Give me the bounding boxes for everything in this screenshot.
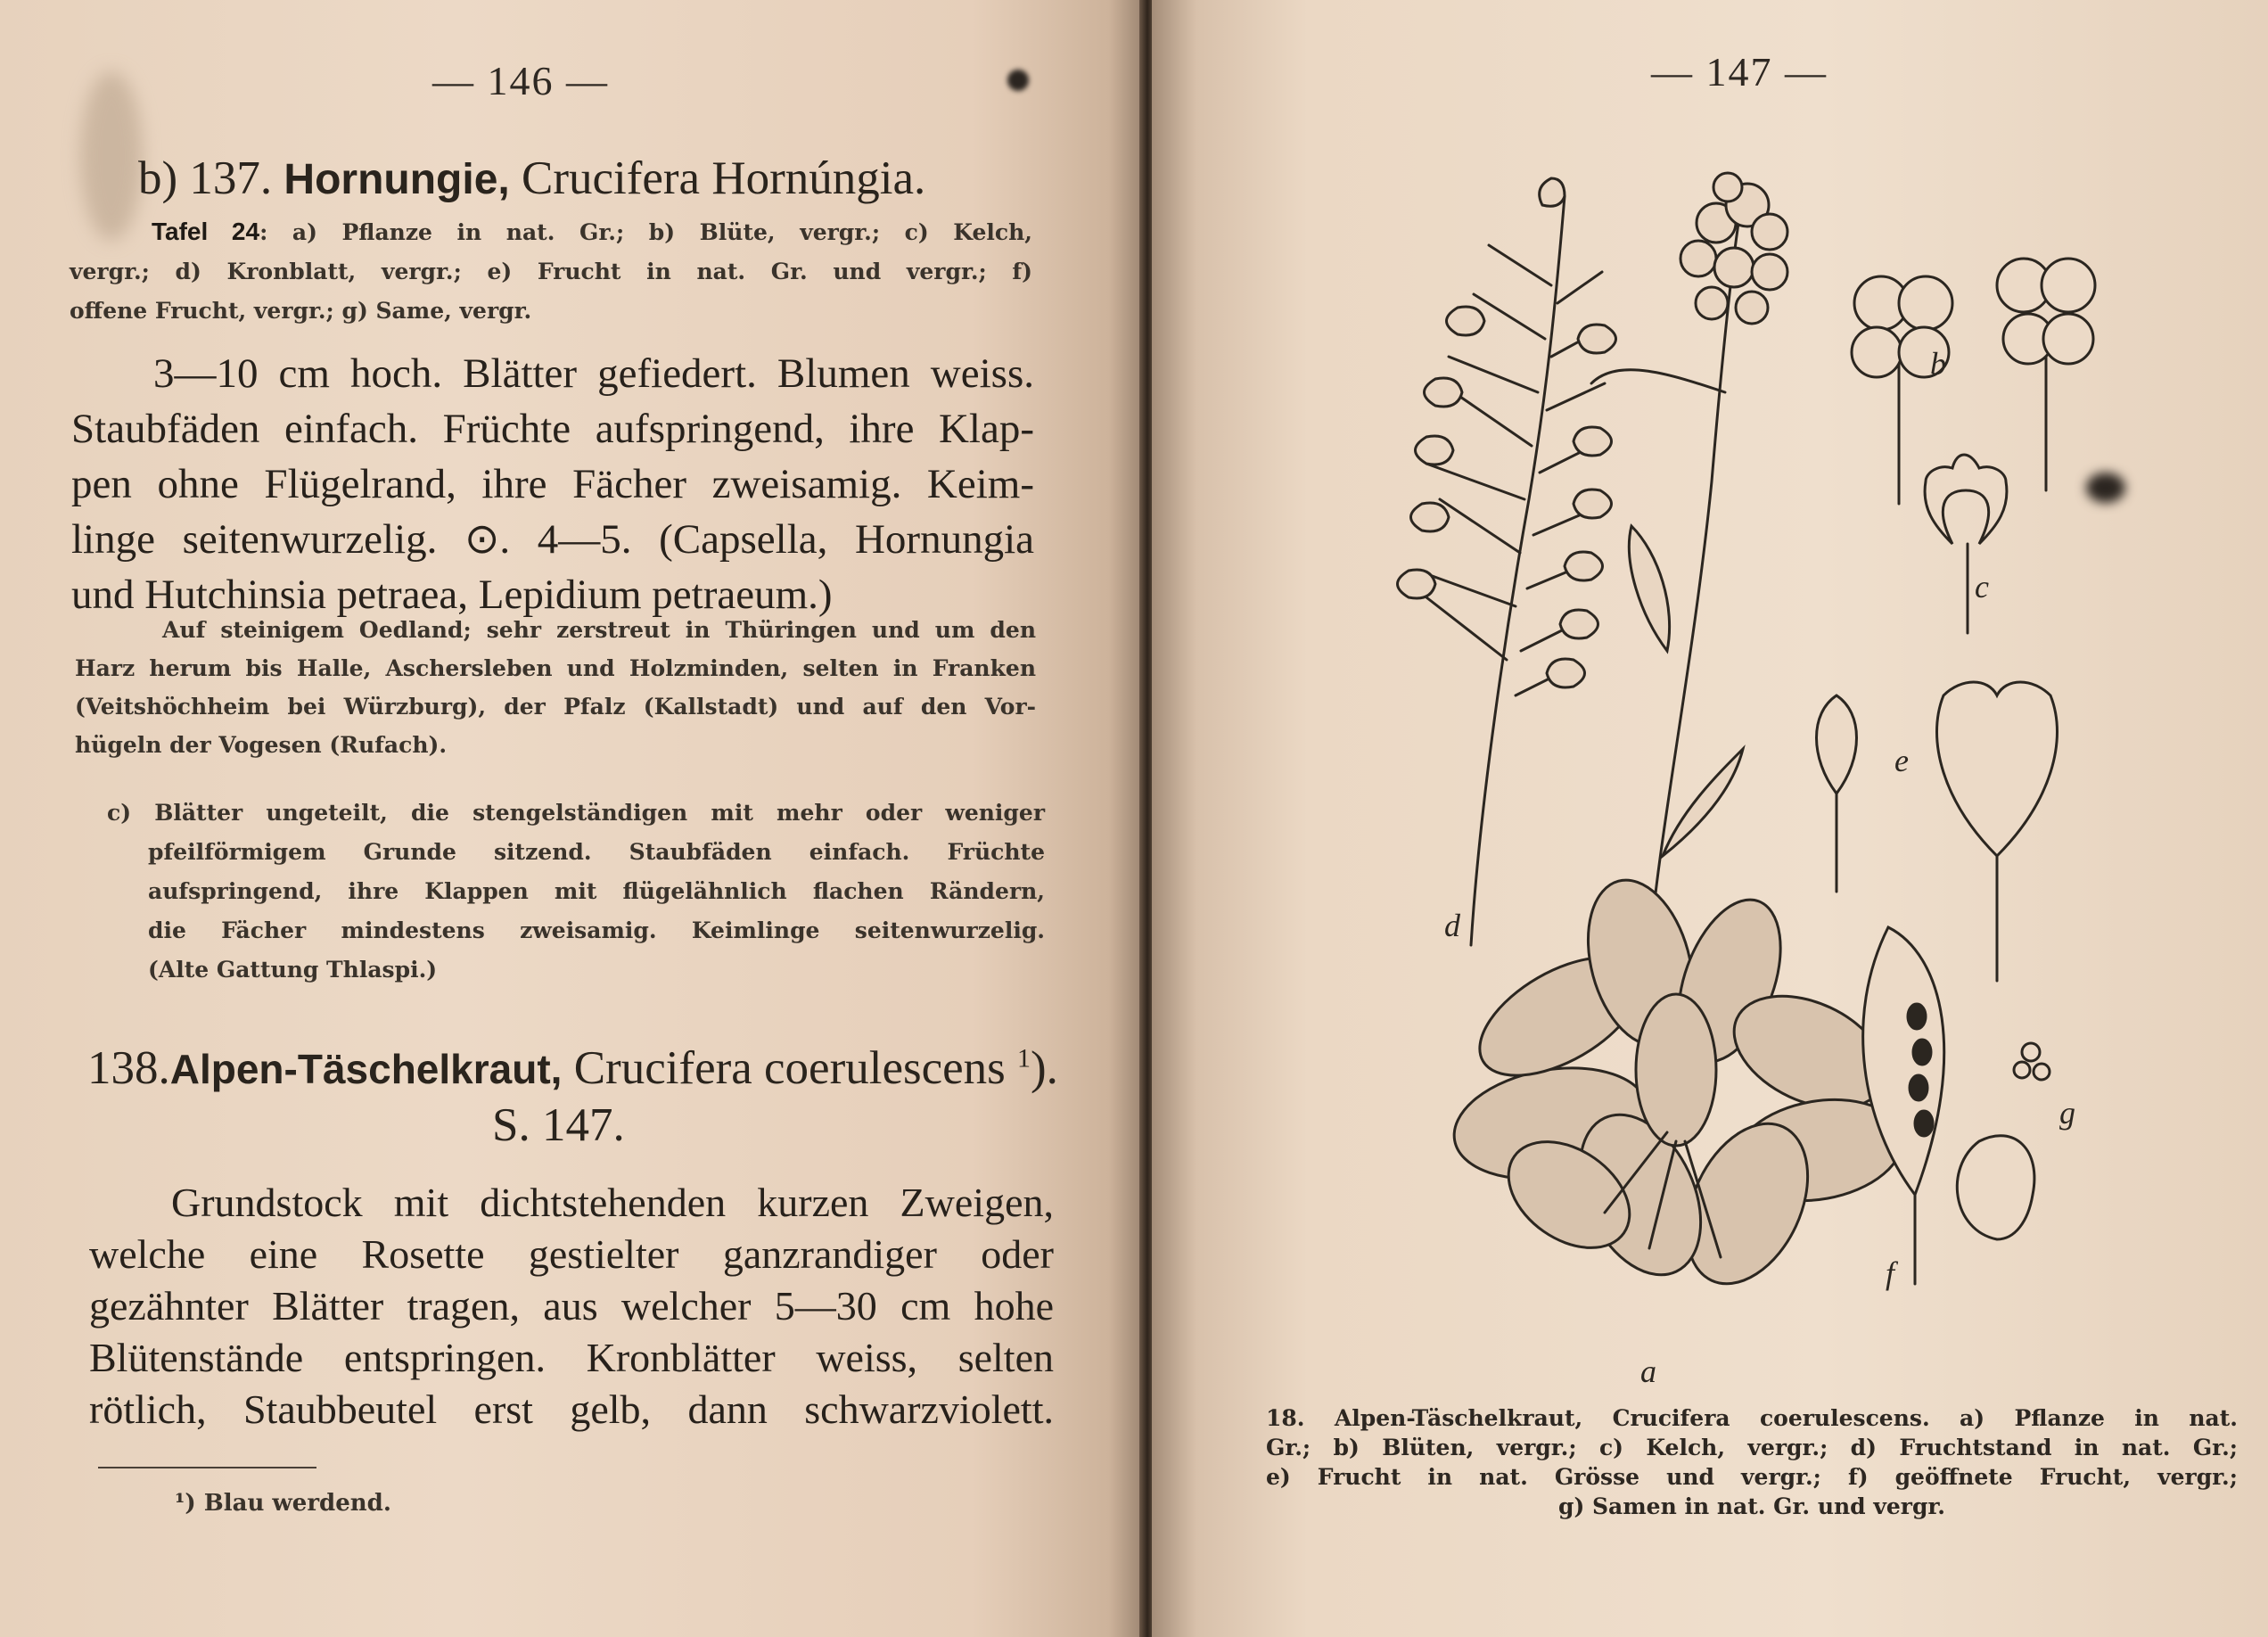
desc-line: Blütenstände entspringen. Kronblätter weiss, selten bbox=[89, 1335, 1054, 1380]
page-number: — 146 — bbox=[432, 58, 609, 103]
fruit-e bbox=[1817, 682, 2058, 981]
entry-138-closing: ). bbox=[1031, 1042, 1058, 1094]
entry-137-heading bbox=[138, 152, 925, 205]
entry-137-habitat bbox=[75, 611, 1036, 764]
habitat-line: (Veitshöchheim bei Würzburg), der Pfalz (Kallstadt) und auf den Vor- bbox=[75, 694, 1036, 720]
tafel-label: Tafel 24 bbox=[152, 218, 260, 245]
entry-138-prefix: 138. bbox=[87, 1042, 170, 1094]
tafel-line-2: vergr.; d) Kronblatt, vergr.; e) Frucht in nat. Gr. und vergr.; f) bbox=[70, 259, 1032, 284]
desc-line: und Hutchinsia petraea, Lepidium petraeum.) bbox=[71, 572, 833, 618]
open-fruit-f bbox=[1863, 927, 1944, 1284]
label-a: a bbox=[1640, 1353, 1656, 1389]
entry-138-latin: Crucifera coerulescens bbox=[573, 1042, 1006, 1094]
entry-137-latin: Crucifera Hornúngia. bbox=[521, 152, 926, 204]
tafel-line-1-rest: : a) Pflanze in nat. Gr.; b) Blüte, vergr.; c) Kelch, bbox=[259, 219, 1032, 245]
tafel-line-3: offene Frucht, vergr.; g) Same, vergr. bbox=[70, 298, 532, 324]
key-line: die Fächer mindestens zweisamig. Keimlinge seitenwurzelig. bbox=[148, 917, 1045, 943]
label-g: g bbox=[2059, 1095, 2075, 1131]
desc-line: welche eine Rosette gestielter ganzrandiger oder bbox=[89, 1231, 1054, 1277]
desc-line: Grundstock mit dichtstehenden kurzen Zweigen, bbox=[171, 1180, 1054, 1225]
desc-line: linge seitenwurzelig. ⊙. 4—5. (Capsella, Hornungia bbox=[71, 516, 1034, 563]
caption-line: g) Samen in nat. Gr. und vergr. bbox=[1557, 1493, 1946, 1519]
habitat-line: Harz herum bis Halle, Aschersleben und Holzminden, selten in Franken bbox=[75, 655, 1036, 681]
habitat-line: hügeln der Vogesen (Rufach). bbox=[75, 732, 448, 758]
entry-137-description bbox=[71, 346, 1034, 622]
entry-138-heading bbox=[87, 1041, 1058, 1095]
caption-line: 18. Alpen-Täschelkraut, Crucifera coerulescens. a) Pflanze in nat. bbox=[1266, 1405, 2238, 1431]
footnote-text: Blau werdend. bbox=[203, 1490, 391, 1517]
entry-137-name: Hornungie, bbox=[284, 156, 510, 203]
desc-line: gezähnter Blätter tragen, aus welcher 5—30 cm hohe bbox=[89, 1283, 1054, 1329]
label-f: f bbox=[1886, 1255, 1895, 1291]
botanical-illustration bbox=[1373, 125, 2264, 1389]
key-line: pfeilförmigem Grunde sitzend. Staubfäden einfach. Früchte bbox=[148, 839, 1045, 865]
desc-line: Staubfäden einfach. Früchte aufspringend, ihre Klap- bbox=[71, 406, 1034, 452]
key-line: c) Blätter ungeteilt, die stengelständigen mit mehr oder weniger bbox=[107, 800, 1045, 826]
calyx-c bbox=[1925, 455, 2007, 633]
key-line: (Alte Gattung Thlaspi.) bbox=[148, 957, 438, 983]
entry-138-description bbox=[89, 1177, 1054, 1435]
desc-line: rötlich, Staubbeutel erst gelb, dann schwarzviolett. bbox=[89, 1386, 1054, 1432]
caption-line: e) Frucht in nat. Grösse und vergr.; f) geöffnete Frucht, vergr.; bbox=[1266, 1464, 2238, 1490]
entry-138-page-ref: S. 147. bbox=[492, 1099, 625, 1151]
label-b: b bbox=[1930, 346, 1946, 382]
label-e: e bbox=[1894, 743, 1909, 778]
ink-spot bbox=[1007, 70, 1029, 91]
footnote-rule bbox=[98, 1467, 316, 1468]
footnote bbox=[175, 1484, 391, 1523]
entry-138-name: Alpen-Täschelkraut, bbox=[169, 1046, 563, 1092]
figure-caption bbox=[1266, 1403, 2238, 1521]
entry-137-prefix: b) 137. bbox=[138, 152, 273, 204]
footnote-marker: 1 bbox=[1017, 1043, 1031, 1074]
label-d: d bbox=[1444, 908, 1460, 943]
habitat-line: Auf steinigem Oedland; sehr zerstreut in Thüringen und um den bbox=[162, 617, 1036, 643]
seeds-g bbox=[1957, 1043, 2050, 1239]
key-section-c bbox=[107, 794, 1045, 990]
label-c: c bbox=[1975, 569, 1989, 605]
caption-line: Gr.; b) Blüten, vergr.; c) Kelch, vergr.; d) Fruchtstand in nat. Gr.; bbox=[1266, 1435, 2238, 1460]
desc-line: pen ohne Flügelrand, ihre Fächer zweisamig. Keim- bbox=[71, 461, 1034, 507]
tafel-line-1 bbox=[70, 212, 1032, 252]
tafel-reference bbox=[70, 212, 1032, 331]
fruit-stand-d bbox=[1398, 178, 1616, 945]
footnote-mark: ¹) bbox=[175, 1490, 196, 1517]
desc-line: 3—10 cm hoch. Blätter gefiedert. Blumen weiss. bbox=[153, 350, 1034, 397]
key-line: aufspringend, ihre Klappen mit flügelähnlich flachen Rändern, bbox=[148, 878, 1045, 904]
page-number: — 147 — bbox=[1651, 49, 1828, 95]
